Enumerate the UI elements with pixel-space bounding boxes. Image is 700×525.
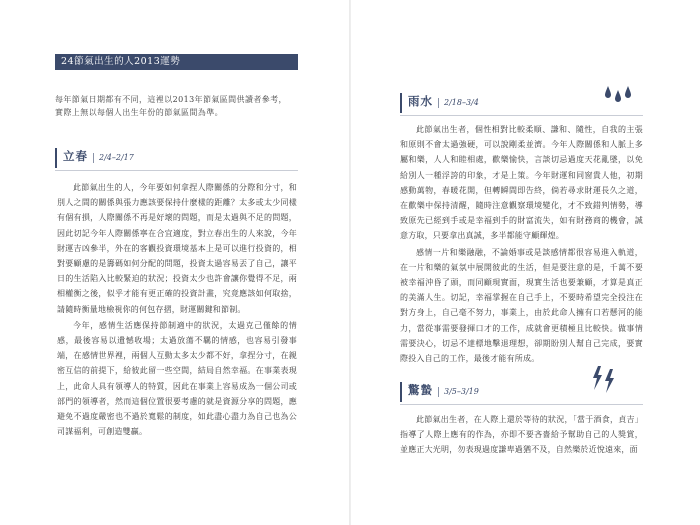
section-body-lichun <box>57 180 297 440</box>
chapter-header-band: 24節氣出生的人2013運勢 <box>55 54 298 70</box>
lightning-icon <box>590 366 620 394</box>
title-divider <box>438 387 439 397</box>
paragraph: 今年，感情生活應保持節制適中的狀況，太過克己僅餘的情感，最後容易以遺憾收場；太過放蕩不羈的情感，也容易引發事端，在感情世界裡，兩個人互動太多太少都不好，拿捏分寸，在親密互信的前提下，給彼此留一些空間，結局自然幸福。在事業表現上，此命人具有領導人的特質，因此在事業上容易成為一個公司或部門的領導者，然而這個位置很要考慮的就是資源分享的問題，應避免不過度嚴密也不過於寬鬆的制度，如此盡心盡力為自己也為公司謀福利，可創造雙贏。 <box>57 320 297 437</box>
section-title: 驚蟄 <box>408 383 433 397</box>
paragraph: 此節氣出生的人，今年要如何拿捏人際關係的分際和分寸，和別人之間的關係與張力應該要保持什麼樣的距離？太多或太少同樣有個有損，人際關係不再是好壞的問題，而是太過與不足的問題，因此切記今年人際關係寧在合宜適度，對立春出生的人來說，今年財運吉凶參半，外在的客觀投資環境基本上是可以進行投資的，相對要顧慮的是籌碼如何分配的問題，投資太過容易丟了自己，讓平日的生活陷入比較緊迫的狀況；投資太少也許會讓你覺得不足，兩相權衡之後，似乎才能有更正確的投資計畫，究竟應該如何取捨，請隨時衡量地檢視你的何包存摺，財運關鍵和節制。 <box>57 183 297 314</box>
paragraph: 感情一片和樂融融，不論婚事或是談感情都很容易進入軌道，在一片和樂的氣氛中展開彼此的生活，但是要注意的是，千萬不要被幸福沖昏了頭，而同顧現實面，現實生活也要兼顧，才算是真正的美滿人生。切記，幸福掌握在自己手上，不要時希望完全投注在對方身上，自己毫不努力，事業上，由於此命人擁有口若懸河的能力，當從事需要發揮口才的工作，成就會更積極且比較快。做事情需要決心，切忌不達標地擊退理想，卻期盼別人幫自己完成，要實際投入自己的工作，最後才能有所成。 <box>400 247 643 364</box>
section-title: 雨水 <box>408 94 433 108</box>
section-date-range: 3/5–3/19 <box>444 387 479 396</box>
paragraph: 此節氣出生者，個性相對比較柔順、謙和、隨性，自我的主張和原則不會太過強硬，可以說剛柔並濟。今年人際關係和人脈上多屬和樂，人人和睦相處，歡樂愉快，言談切忌過度天花亂墜，以免給別人一種浮誇的印象，才是上策。今年財運和同窗貴人他，初期感動萬物，春暖花開，但轉瞬間即告終，倘若尋求財運長久之道，在歡樂中保持清醒，隨時注意觀察環境變化，才不致錯判情勢，導致原先已經到手或是幸福到手的財富流失，如有財務商的機會，誠意方取，只要拿出真誠，多半都能守顧輝煌。 <box>400 125 643 241</box>
section-heading-jingzhe <box>400 382 479 402</box>
section-body-yushui <box>400 122 643 367</box>
section-rule <box>400 115 643 116</box>
title-divider <box>438 98 439 108</box>
rain-icon <box>600 84 636 110</box>
section-rule <box>400 404 643 405</box>
right-page <box>350 0 700 525</box>
section-heading-lichun <box>55 148 134 168</box>
paragraph: 此節氣出生者，在人際上還於等待的狀況，「當于酒食，貞吉」指導了人際上應有的作為，亦即不要吝嗇給予幫助自己的人獎賞，並應正大光明，勿表現過度謙卑過猶不及，自然樂於近悅遠來，面 <box>400 415 643 455</box>
section-title: 立春 <box>63 149 88 163</box>
section-rule <box>55 170 298 171</box>
intro-note: 每年節氣日期都有不同，這裡以2013年節氣區間供讀者參考，實際上無以每個人出生年份的節氣區間為準。 <box>55 95 287 117</box>
title-divider <box>93 153 94 163</box>
section-date-range: 2/18–3/4 <box>444 98 479 107</box>
section-body-jingzhe <box>400 412 643 459</box>
section-heading-yushui <box>400 93 479 113</box>
section-date-range: 2/4–2/17 <box>99 153 134 162</box>
